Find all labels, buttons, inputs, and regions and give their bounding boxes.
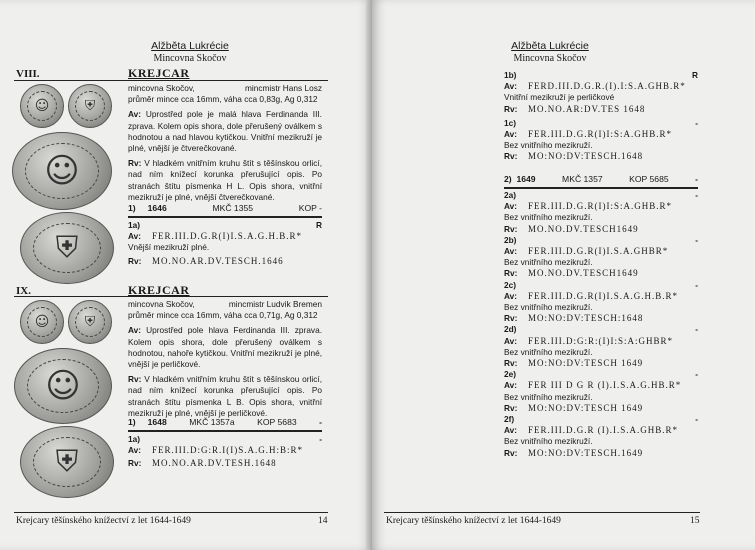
entry-type-title: KREJCAR (128, 283, 190, 297)
running-head-right (480, 40, 620, 64)
entry-numeral: IX. (16, 285, 31, 297)
footer-title: Krejcary těšínského knížectví z let 1644-1649 (386, 516, 561, 526)
obverse-legend: FER III D G R (I).I.S.A.G.HB.R* (528, 380, 682, 391)
obverse-legend: FERD.III.D.G.R.(I).I:S.A.GHB.R* (528, 81, 686, 92)
mint-line-left: mincovna Skočov, (128, 83, 195, 93)
entry-numeral: VIII. (16, 68, 40, 80)
rarity-mark: - (695, 117, 698, 128)
entry-body (128, 83, 322, 203)
entry-rule (14, 80, 328, 81)
variant-note: Vnější mezikruží plné. (128, 242, 210, 253)
obverse-legend: FER.III.D.G.R(I)I:S:A.GHB.R* (528, 129, 672, 140)
footer-rule (384, 512, 700, 513)
variant-dash: - (319, 417, 322, 427)
reverse-legend: MO.NO.AR.DV.TESCH.1646 (152, 255, 284, 266)
running-head-left (120, 40, 260, 64)
mint-line-left: mincovna Skočov, (128, 299, 195, 309)
variant-year: 1648 (147, 417, 167, 427)
list-item: 2b) - Av: FER.III.D.G.R(I)I.S.A.GHBR* Bez vnitřního mezikruží. Rv: MO.NO.DV.TESCH1649 (504, 234, 698, 279)
rarity-mark: R (316, 220, 322, 230)
rarity-mark: - (319, 434, 322, 444)
author-name: Alžběta Lukrécie (151, 40, 229, 52)
reverse-legend: MO.NO.AR:DV.TES 1648 (528, 103, 646, 114)
list-item: 2c) - Av: FER.III.D.G.R(I)I.S.A.G.H.B.R* Bez vnitřního mezikruží. Rv: MO:NO:DV:TESCH:1648 (504, 279, 698, 324)
section-dash: - (695, 174, 698, 184)
sub-variant: 1a) - Av: FER.III.D:G:R.I(I)S.A.G.H:B:R* Rv: MO.NO.AR.DV.TESH.1648 (128, 434, 322, 469)
variant-note: Bez vnitřního mezikruží. (504, 257, 593, 268)
obverse-legend: FER.III.D.G.R(I)I.S.A.G.H.B.R* (528, 290, 678, 301)
entry-body (128, 299, 322, 419)
variant-note: Vnitřní mezikruží je perličkové (504, 92, 615, 103)
rarity-mark: R (692, 70, 698, 80)
footer-title: Krejcary těšínského knížectví z let 1644-1649 (16, 516, 191, 526)
reverse-legend: MO.NO.DV.TESCH1649 (528, 223, 639, 234)
reverse-legend: MO.NO.DV.TESCH1649 (528, 268, 639, 279)
coin-obverse-icon: ☺ (12, 132, 112, 210)
variant-list-top: 1b) R Av: FERD.III.D.G.R.(I).I:S.A.GHB.R* Vnitřní mezikruží je perličkové Rv: MO.NO.AR:DV.TES 1648 1c) - Av: FER.III.D.G.R(I)I:S:A.GHB.R* Bez vnitřního mezikruží. Rv: MO:NO:DV:TESCH.1648 (504, 70, 698, 162)
reverse-legend: MO:NO:DV:TESCH.1648 (528, 151, 644, 162)
right-page (372, 0, 755, 550)
variant-note: Bez vnitřního mezikruží. (504, 212, 593, 223)
section-header: 2) 1649 MKČ 1357 KOP 5685 - (504, 174, 698, 184)
coin-obverse-icon: ☺ (20, 84, 64, 128)
obverse-legend: FER.III.D.G.R(I)I:S:A.GHB.R* (528, 201, 672, 212)
mint-line-right: mincmistr Hans Losz (245, 83, 322, 93)
coin-reverse-icon: ⛨ (20, 212, 114, 284)
mkc-ref: MKČ 1355 (212, 203, 254, 213)
kop-ref: KOP 5683 (257, 417, 297, 427)
variant-note: Bez vnitřního mezikruží. (504, 302, 593, 313)
coin-dimensions: průměr mince cca 16mm, váha cca 0,83g, Ag 0,312 (128, 94, 318, 105)
reverse-description: Rv: V hladkém vnitřním kruhu štít s těšínskou orlicí, nad ním knížecí korunka přerušující opis. Po stranách štítu písmenka H L. Opis shora, vnitřní mezikruží je plné, vnější čtverečkované. (128, 158, 322, 202)
mkc-ref: MKČ 1357 (562, 174, 603, 184)
entry-rule (14, 296, 328, 297)
variant-note: Bez vnitřního mezikruží. (504, 140, 593, 151)
obverse-legend: FER.III.D:G:R:(I)I:S:A:GHBR* (528, 335, 673, 346)
variant-header: 1) 1648 MKČ 1357a KOP 5683 - (128, 417, 322, 427)
mint-name: Mincovna Skočov (513, 53, 587, 64)
reverse-legend: MO:NO:DV:TESCH:1648 (528, 313, 644, 324)
variant-rule (128, 430, 322, 432)
coin-reverse-icon: ⛨ (20, 426, 114, 498)
page-number: 14 (318, 516, 328, 526)
variant-note: Bez vnitřního mezikruží. (504, 436, 593, 447)
kop-ref: KOP - (298, 203, 322, 213)
section-rule (504, 187, 698, 189)
list-item: 2d) - Av: FER.III.D:G:R:(I)I:S:A:GHBR* Bez vnitřního mezikruží. Rv: MO:NO:DV:TESCH 1649 (504, 324, 698, 369)
mkc-ref: MKČ 1357a (189, 417, 235, 427)
variant-list (504, 190, 698, 459)
footer-rule (14, 512, 328, 513)
sub-variant: 1a) R Av: FER.III.D.G.R(I)I.S.A.G.H.B.R* Vnější mezikruží plné. Rv: MO.NO.AR.DV.TESCH.1646 (128, 220, 322, 266)
mint-line-right: mincmistr Ludvik Bremen (228, 299, 322, 309)
variant-year: 1646 (147, 203, 167, 213)
coin-reverse-icon: ⛨ (68, 300, 112, 344)
obverse-legend: FER.III.D.G.R (I).I.S.A.GHB.R* (528, 425, 678, 436)
reverse-legend: MO:NO:DV:TESCH.1649 (528, 447, 644, 458)
entry-type-title: KREJCAR (128, 66, 190, 80)
mint-name: Mincovna Skočov (153, 53, 227, 64)
reverse-legend: MO:NO:DV:TESCH 1649 (528, 402, 644, 413)
list-item: 2f) - Av: FER.III.D.G.R (I).I.S.A.GHB.R* Bez vnitřního mezikruží. Rv: MO:NO:DV:TESCH.1649 (504, 414, 698, 458)
variant-header: 1) 1646 MKČ 1355 KOP - (128, 203, 322, 213)
reverse-legend: MO.NO.AR.DV.TESH.1648 (152, 458, 277, 469)
variant-note: Bez vnitřního mezikruží. (504, 346, 593, 357)
coin-reverse-icon: ⛨ (68, 84, 112, 128)
left-page (0, 0, 372, 550)
section-year: 1649 (516, 174, 536, 184)
coin-obverse-icon: ☺ (20, 300, 64, 344)
obverse-description: Av: Uprostřed pole hlava Ferdinanda III. zprava. Kolem opis shora, dole přerušený oválkem s hodnotou, nahoře kytičkou. Vnitřní mezikruží je plné, vnější je perličkové. (128, 325, 322, 370)
obverse-description: Av: Uprostřed pole je malá hlava Ferdinanda III. zprava. Kolem opis shora, dole přerušený oválkem s hodnotou a nad hlavou kytičkou. Vnitřní mezikruží je plné, vnější je čtverečkované. (128, 109, 322, 154)
list-item: 2a) - Av: FER.III.D.G.R(I)I:S:A.GHB.R* Bez vnitřního mezikruží. Rv: MO.NO.DV.TESCH1649 (504, 190, 698, 234)
page-number: 15 (690, 516, 700, 526)
obverse-legend: FER.III.D.G.R(I)I.S.A.GHBR* (528, 246, 669, 257)
coin-dimensions: průměr mince cca 16mm, váha cca 0,71g, Ag 0,312 (128, 310, 318, 321)
coin-obverse-icon: ☺ (14, 348, 112, 424)
list-item: 2e) - Av: FER III D G R (I).I.S.A.G.HB.R* Bez vnitřního mezikruží. Rv: MO:NO:DV:TESCH 1649 (504, 369, 698, 413)
variant-rule (128, 216, 322, 218)
kop-ref: KOP 5685 (629, 174, 669, 184)
obverse-legend: FER.III.D.G.R(I)I.S.A.G.H.B.R* (152, 231, 302, 242)
reverse-description: Rv: V hladkém vnitřním kruhu štít s těšínskou orlicí, nad ním knížecí korunka přerušující opis. Po stranách štítu písmenka L B. Opis shora, vnitřní mezikruží je plné, vnější je perličkové. (128, 374, 322, 418)
author-name: Alžběta Lukrécie (511, 40, 589, 52)
variant-note: Bez vnitřního mezikruží. (504, 391, 593, 402)
reverse-legend: MO:NO:DV:TESCH 1649 (528, 358, 644, 369)
obverse-legend: FER.III.D:G:R.I(I)S.A.G.H:B:R* (152, 445, 303, 456)
